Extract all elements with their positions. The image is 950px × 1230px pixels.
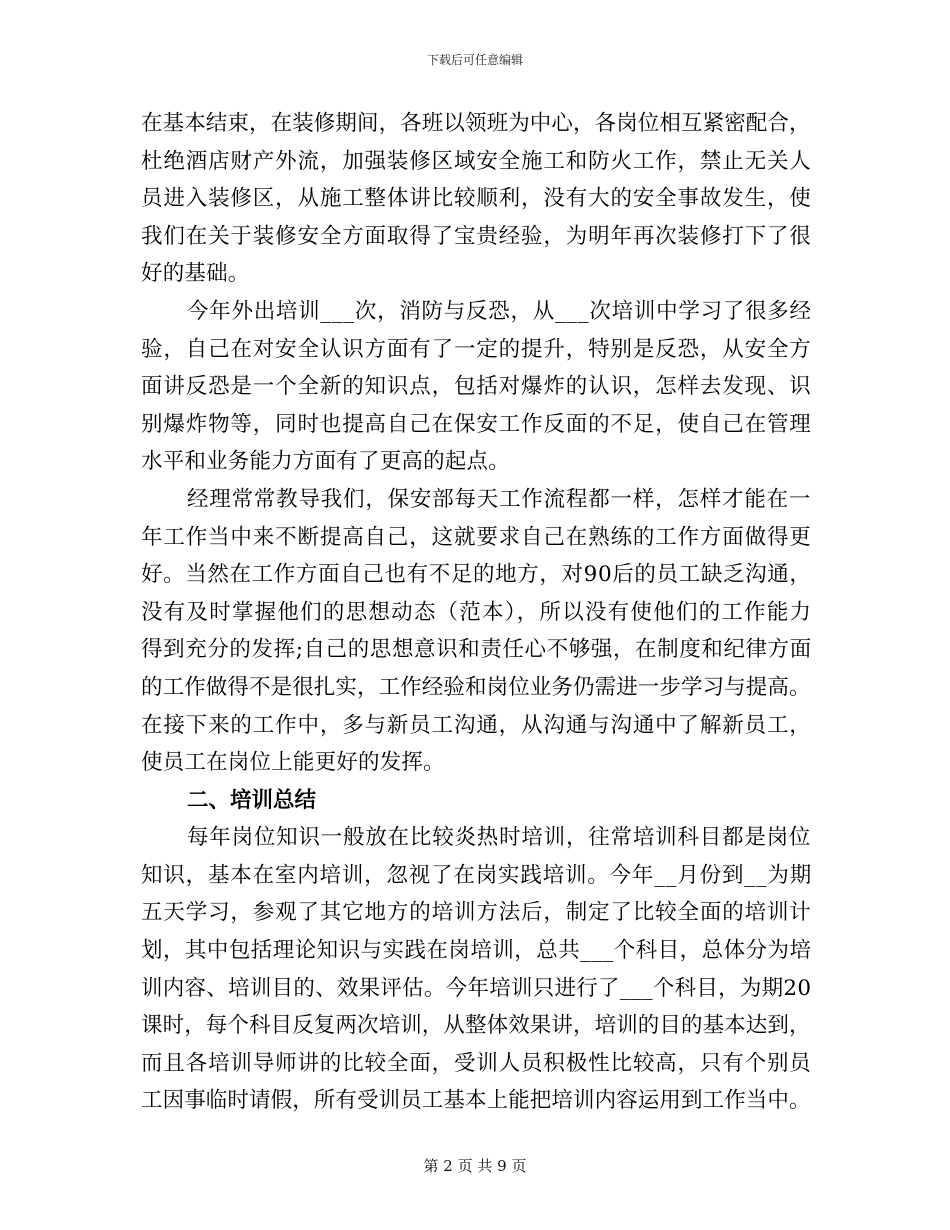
text-line: 今年外出培训___次，消防与反恐，从___次培训中学习了很多经 [187,298,812,324]
text-line: 五天学习，参观了其它地方的培训方法后，制定了比较全面的培训计 [141,900,812,926]
text-line: 验，自己在对安全认识方面有了一定的提升，特别是反恐，从安全方 [141,336,812,362]
text-line: 划，其中包括理论知识与实践在岗培训，总共___个科目，总体分为培 [141,938,812,964]
text-line: 年工作当中来不断提高自己，这就要求自己在熟练的工作方面做得更 [141,524,812,550]
text-line: 而且各培训导师讲的比较全面，受训人员积极性比较高，只有个别员 [141,1050,812,1076]
text-line: 没有及时掌握他们的思想动态（范本），所以没有使他们的工作能力 [141,599,813,625]
text-line: 面讲反恐是一个全新的知识点，包括对爆炸的认识，怎样去发现、识 [141,374,812,400]
text-line: 别爆炸物等，同时也提高自己在保安工作反面的不足，使自己在管理 [141,411,812,437]
text-line: 在接下来的工作中，多与新员工沟通，从沟通与沟通中了解新员工， [141,712,812,738]
text-line: 工因事临时请假，所有受训员工基本上能把培训内容运用到工作当中。 [141,1088,811,1114]
text-line: 员进入装修区，从施工整体讲比较顺利，没有大的安全事故发生，使 [141,186,812,212]
text-line: 每年岗位知识一般放在比较炎热时培训，往常培训科目都是岗位 [187,825,812,851]
text-line: 我们在关于装修安全方面取得了宝贵经验，为明年再次装修打下了很 [141,223,812,249]
paragraph-continued [141,105,811,293]
text-line: 训内容、培训目的、效果评估。今年培训只进行了___个科目，为期20 [141,975,812,1001]
text-line: 知识，基本在室内培训，忽视了在岗实践培训。今年__月份到__为期 [141,862,813,888]
document-body [141,105,811,1120]
text-line: 经理常常教导我们，保安部每天工作流程都一样，怎样才能在一 [187,486,812,512]
text-line: 杜绝酒店财产外流，加强装修区域安全施工和防火工作，禁止无关人 [141,148,812,174]
text-line: 在基本结束，在装修期间，各班以领班为中心，各岗位相互紧密配合， [141,111,811,136]
text-line: 好。当然在工作方面自己也有不足的地方，对90后的员工缺乏沟通， [141,562,812,588]
paragraph-external-training [141,293,811,481]
page-header-note: 下载后可任意编辑 [426,53,523,67]
text-line: 得到充分的发挥;自己的思想意识和责任心不够强，在制度和纪律方面 [141,637,812,663]
text-line: 的工作做得不是很扎实，工作经验和岗位业务仍需进一步学习与提高。 [141,674,811,700]
page-number: 第 2 页 共 9 页 [423,1157,527,1175]
text-line: 课时，每个科目反复两次培训，从整体效果讲，培训的目的基本达到， [141,1013,811,1039]
text-line: 好的基础。 [141,261,250,287]
text-line: 使员工在岗位上能更好的发挥。 [141,750,445,776]
text-line: 水平和业务能力方面有了更高的起点。 [141,449,510,475]
paragraph-training-summary [141,819,811,1120]
section-heading-training-summary: 二、培训总结 [187,787,317,813]
paragraph-manager-guidance [141,481,811,782]
